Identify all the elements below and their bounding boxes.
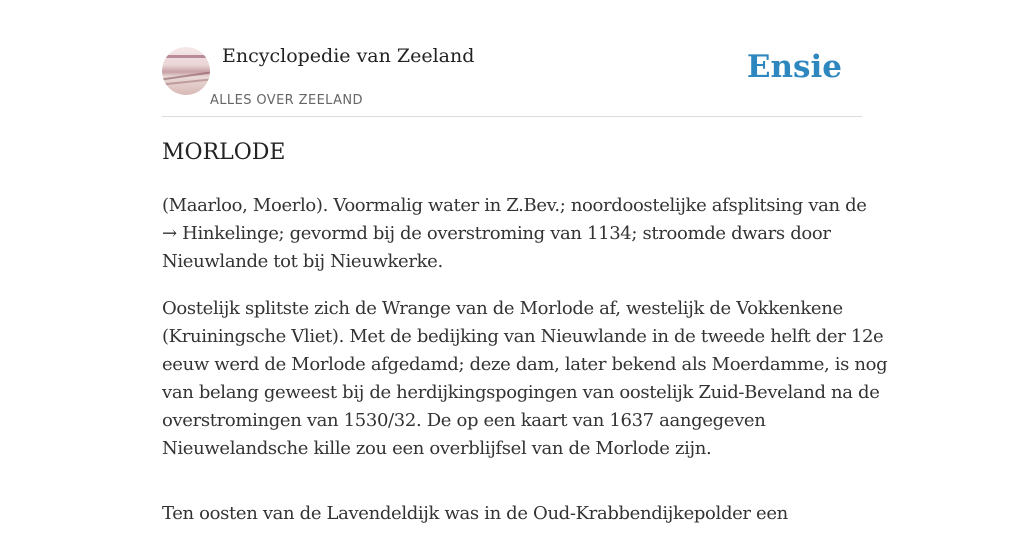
site-header	[162, 0, 862, 117]
paragraph-line: eeuw werd de Morlode afgedamd; deze dam, later bekend als Moerdamme, is nog	[162, 354, 888, 375]
avatar-detail	[166, 55, 206, 58]
site-avatar[interactable]	[162, 47, 210, 95]
paragraph-line: Oostelijk splitste zich de Wrange van de Morlode af, westelijk de Vokkenkene	[162, 298, 843, 319]
paragraph-line: overstromingen van 1530/32. De op een kaart van 1637 aangegeven	[162, 410, 766, 431]
paragraph-line: → Hinkelinge; gevormd bij de overstroming van 1134; stroomde dwars door	[162, 223, 831, 244]
site-tagline: ALLES OVER ZEELAND	[210, 93, 363, 108]
entry-title: MORLODE	[162, 140, 286, 165]
page	[162, 0, 888, 524]
site-title[interactable]: Encyclopedie van Zeeland	[222, 45, 475, 67]
avatar-detail	[162, 78, 210, 85]
paragraph-line: Nieuwlande tot bij Nieuwkerke.	[162, 251, 443, 272]
paragraph-1	[162, 192, 867, 276]
paragraph-3	[162, 500, 862, 528]
paragraph-line: (Maarloo, Moerlo). Voormalig water in Z.Bev.; noordoostelijke afsplitsing van de	[162, 195, 867, 216]
paragraph-line: (Kruiningsche Vliet). Met de bedijking van Nieuwlande in de tweede helft der 12e	[162, 326, 884, 347]
ensie-logo[interactable]: Ensie	[746, 49, 842, 85]
paragraph-line: Nieuwelandsche kille zou een overblijfsel van de Morlode zijn.	[162, 438, 712, 459]
paragraph-line: van belang geweest bij de herdijkingspogingen van oostelijk Zuid-Beveland na de	[162, 382, 880, 403]
entry-body	[162, 192, 888, 547]
paragraph-2	[162, 295, 888, 463]
paragraph-line: Ten oosten van de Lavendeldijk was in de Oud-Krabbendijkepolder een	[162, 503, 788, 524]
